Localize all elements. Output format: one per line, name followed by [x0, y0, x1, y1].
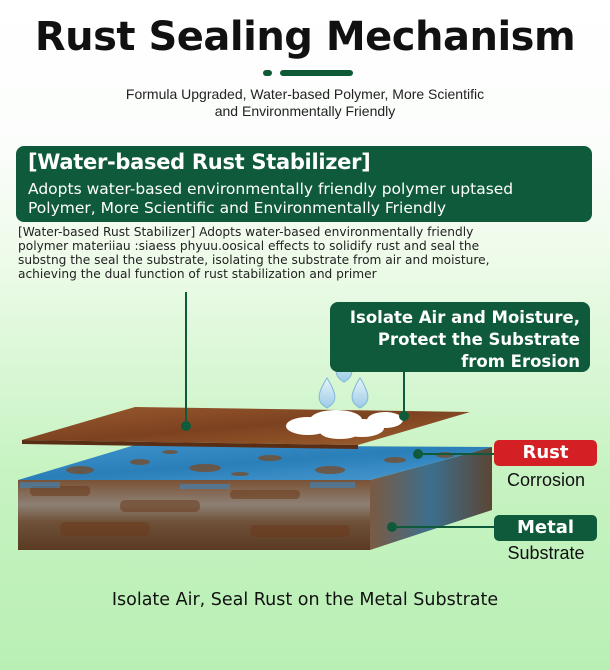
rust-label-badge: Rust: [494, 440, 597, 466]
isolate-callout: [330, 302, 590, 372]
callout-line-2: Protect the Substrate: [377, 330, 580, 349]
description-line-4: achieving the dual function of rust stabilization and primer: [18, 267, 377, 281]
metal-label-sub: Substrate: [507, 543, 585, 563]
page-title: Rust Sealing Mechanism: [34, 14, 576, 60]
subtitle-line-2: and Environmentally Friendly: [214, 103, 396, 119]
card-body-line-1: Adopts water-based environmentally friendly polymer uptased: [28, 180, 514, 198]
card-title: [Water-based Rust Stabilizer]: [28, 150, 371, 174]
footer-caption: Isolate Air, Seal Rust on the Metal Substrate: [111, 590, 499, 610]
description-line-3: substng the seal the substrate, isolating the substrate from air and moisture,: [18, 253, 490, 267]
callout-line-1: Isolate Air and Moisture,: [349, 308, 580, 327]
rust-label-sub: Corrosion: [506, 470, 586, 490]
description-line-2: polymer materiiau :siaess phyuu.oosical effects to solidify rust and seal the: [18, 239, 480, 253]
metal-label-badge: Metal: [494, 515, 597, 541]
card-body-line-2: Polymer, More Scientific and Environmentally Friendly: [28, 199, 447, 217]
subtitle-line-1: Formula Upgraded, Water-based Polymer, More Scientific: [125, 86, 485, 102]
callout-line-3: from Erosion: [461, 352, 580, 371]
description-line-1: [Water-based Rust Stabilizer] Adopts water-based environmentally friendly: [18, 225, 474, 239]
metal-block: [18, 445, 492, 550]
